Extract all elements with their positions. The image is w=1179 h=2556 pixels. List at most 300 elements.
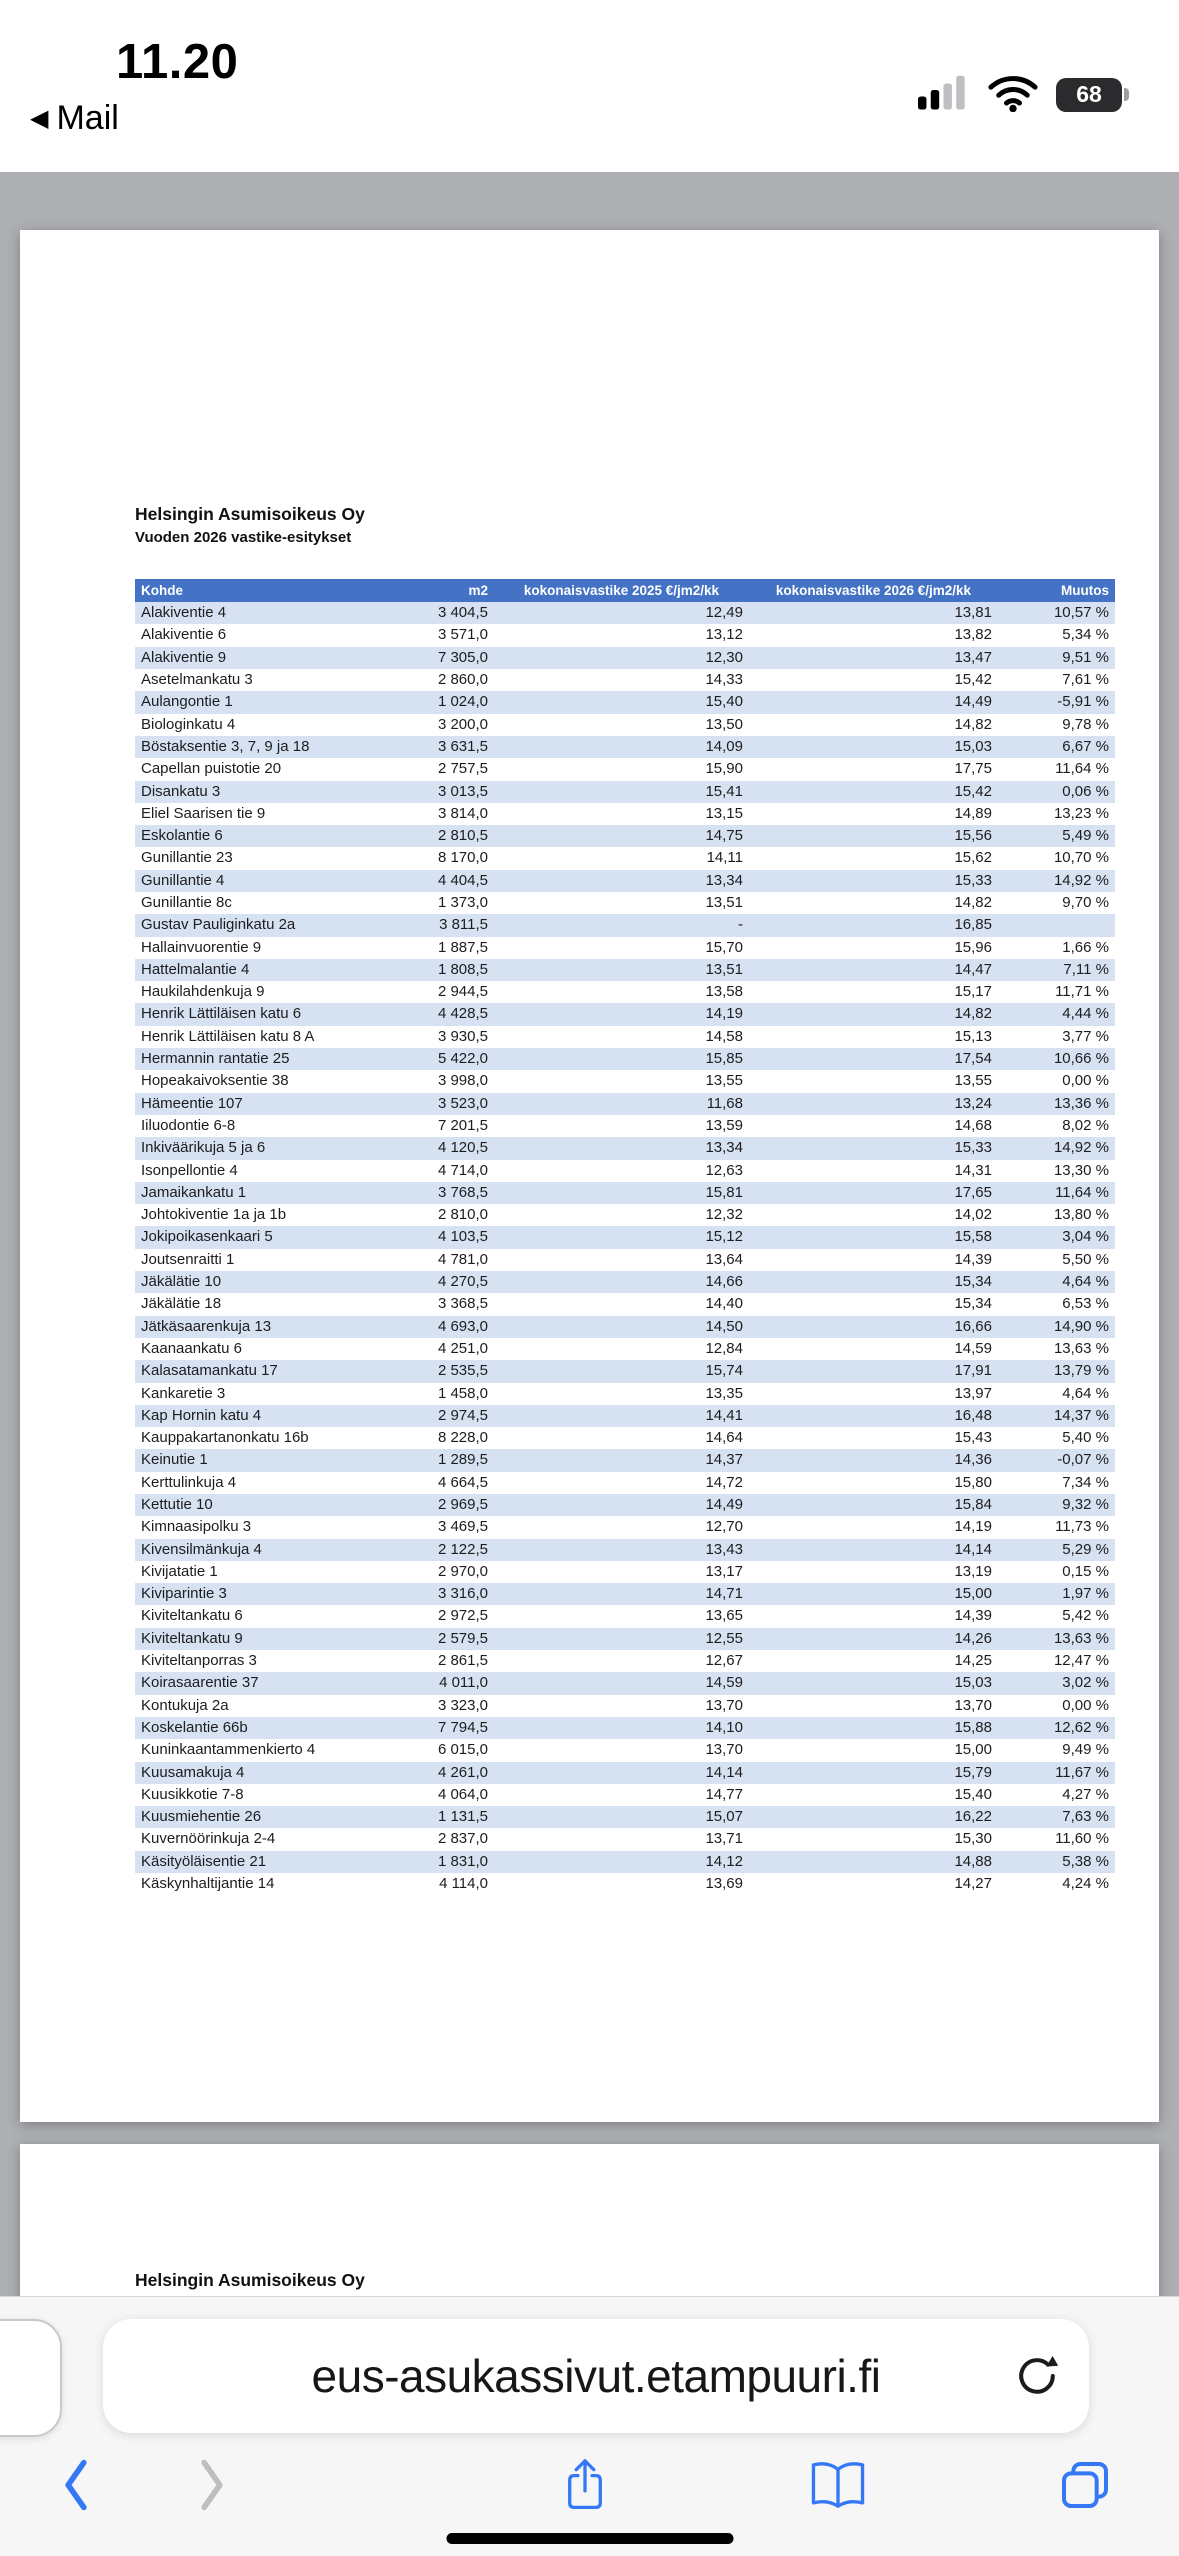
value-cell: 4 261,0 <box>437 1763 488 1781</box>
value-cell: 14,02 <box>954 1206 992 1224</box>
kohde-cell: Kettutie 10 <box>141 1496 213 1513</box>
kohde-cell: Aulangontie 1 <box>141 693 233 711</box>
value-cell: -5,91 % <box>1057 693 1109 711</box>
table-row <box>135 1739 1115 1761</box>
value-cell: 4 064,0 <box>437 1785 488 1803</box>
value-cell: 9,51 % <box>1062 648 1109 666</box>
value-cell: 5,40 % <box>1062 1429 1109 1447</box>
value-cell: 13,19 <box>954 1562 992 1580</box>
value-cell: 1,66 % <box>1062 938 1109 956</box>
value-cell: 14,49 <box>954 693 992 711</box>
table-row <box>135 1806 1115 1828</box>
table-row <box>135 1583 1115 1605</box>
value-cell: 0,06 % <box>1062 782 1109 800</box>
value-cell: 14,66 <box>705 1273 743 1291</box>
value-cell: 17,65 <box>954 1183 992 1201</box>
kohde-cell: Henrik Lättiläisen katu 6 <box>141 1005 302 1023</box>
value-cell: 13,24 <box>954 1094 992 1112</box>
kohde-cell: Gustav Pauliginkatu 2a <box>141 916 296 934</box>
column-header: Muutos <box>998 579 1115 602</box>
cellular-signal-icon <box>918 74 970 115</box>
value-cell: 1 373,0 <box>437 893 488 911</box>
value-cell: 14,49 <box>705 1496 743 1513</box>
value-cell: 14,64 <box>705 1429 743 1447</box>
value-cell: 15,81 <box>705 1183 743 1201</box>
value-cell: 12,84 <box>705 1339 743 1357</box>
value-cell: 16,66 <box>954 1317 992 1335</box>
table-row <box>135 1672 1115 1694</box>
kohde-cell: Kauppakartanonkatu 16b <box>141 1429 309 1447</box>
value-cell: 6 015,0 <box>437 1741 488 1759</box>
value-cell: 15,74 <box>705 1362 743 1380</box>
table-row <box>135 847 1115 869</box>
value-cell: 2 122,5 <box>437 1540 488 1558</box>
kohde-cell: Alakiventie 4 <box>141 604 227 622</box>
kohde-cell: Eskolantie 6 <box>141 827 223 845</box>
vastike-table <box>135 579 1115 1895</box>
value-cell: 2 974,5 <box>437 1406 488 1424</box>
table-row <box>135 1316 1115 1338</box>
value-cell: 13,80 % <box>1053 1206 1109 1224</box>
table-row <box>135 1851 1115 1873</box>
table-row <box>135 1650 1115 1672</box>
address-bar[interactable] <box>103 2319 1089 2433</box>
kohde-cell: Haukilahdenkuja 9 <box>141 983 265 1001</box>
value-cell: 14,47 <box>954 960 992 978</box>
value-cell: 15,85 <box>705 1050 743 1068</box>
kohde-cell: Iiluodontie 6-8 <box>141 1116 236 1134</box>
value-cell: 4 114,0 <box>439 1875 488 1893</box>
value-cell: 14,75 <box>705 827 743 845</box>
home-indicator[interactable] <box>446 2533 733 2544</box>
value-cell: 13,47 <box>954 648 992 666</box>
value-cell: 13,55 <box>705 1072 743 1090</box>
table-row <box>135 1449 1115 1471</box>
value-cell: 12,70 <box>705 1518 743 1536</box>
kohde-cell: Isonpellontie 4 <box>141 1161 238 1179</box>
table-row <box>135 1539 1115 1561</box>
value-cell: 4 428,5 <box>437 1005 488 1023</box>
value-cell: 15,70 <box>705 938 743 956</box>
table-row <box>135 758 1115 780</box>
value-cell: 3 368,5 <box>437 1295 488 1313</box>
value-cell: 16,85 <box>954 916 992 934</box>
value-cell: 13,58 <box>705 983 743 1001</box>
value-cell: 15,07 <box>705 1808 743 1826</box>
value-cell: 2 860,0 <box>437 671 488 689</box>
value-cell: 14,19 <box>705 1005 743 1023</box>
value-cell: 4,44 % <box>1062 1005 1109 1023</box>
value-cell: 7,34 % <box>1062 1473 1109 1491</box>
table-row <box>135 1427 1115 1449</box>
value-cell: 11,73 % <box>1055 1518 1109 1536</box>
value-cell: 2 972,5 <box>437 1607 488 1625</box>
document-title: Helsingin Asumisoikeus Oy <box>135 504 365 524</box>
table-row <box>135 1093 1115 1115</box>
kohde-cell: Hopeakaivoksentie 38 <box>141 1072 289 1090</box>
table-row <box>135 1226 1115 1248</box>
value-cell: 11,60 % <box>1055 1830 1109 1848</box>
value-cell: 15,90 <box>705 760 743 778</box>
value-cell: 14,40 <box>705 1295 743 1313</box>
value-cell: 14,33 <box>705 671 743 689</box>
forward-button[interactable] <box>177 2449 247 2521</box>
document-subtitle: Vuoden 2026 vastike-esitykset <box>135 529 352 547</box>
value-cell: 15,80 <box>954 1473 992 1491</box>
value-cell: 4 693,0 <box>437 1317 488 1335</box>
value-cell: 10,66 % <box>1053 1050 1109 1068</box>
previous-tab-peek[interactable] <box>0 2319 62 2437</box>
value-cell: 4 011,0 <box>439 1674 488 1692</box>
kohde-cell: Kuvernöörinkuja 2-4 <box>141 1830 276 1848</box>
table-row <box>135 1628 1115 1650</box>
value-cell: 1 831,0 <box>437 1852 488 1870</box>
breadcrumb-label: Mail <box>56 99 119 137</box>
value-cell: 15,41 <box>705 782 743 800</box>
value-cell: 2 837,0 <box>437 1830 488 1848</box>
value-cell: 6,53 % <box>1062 1295 1109 1313</box>
value-cell: 14,82 <box>954 1005 992 1023</box>
value-cell: 4 120,5 <box>437 1139 488 1157</box>
back-to-app-breadcrumb[interactable] <box>30 99 119 138</box>
value-cell: 5,34 % <box>1062 626 1109 644</box>
value-cell: 1,97 % <box>1062 1585 1109 1603</box>
table-row <box>135 1784 1115 1806</box>
value-cell: 15,62 <box>954 849 992 867</box>
value-cell: 4,64 % <box>1062 1384 1109 1402</box>
table-row <box>135 825 1115 847</box>
kohde-cell: Kiviparintie 3 <box>141 1585 227 1603</box>
value-cell: 15,03 <box>954 737 992 755</box>
table-row <box>135 1360 1115 1382</box>
value-cell: 14,11 <box>706 849 743 867</box>
value-cell: 1 458,0 <box>437 1384 488 1402</box>
value-cell: 13,70 <box>954 1696 992 1714</box>
table-row <box>135 602 1115 624</box>
value-cell: 12,30 <box>705 648 743 666</box>
value-cell: 14,59 <box>705 1674 743 1692</box>
value-cell: 14,68 <box>954 1116 992 1134</box>
value-cell: 11,67 % <box>1055 1763 1109 1781</box>
value-cell: 3 631,5 <box>437 737 488 755</box>
value-cell: 0,00 % <box>1062 1696 1109 1714</box>
value-cell: 15,96 <box>954 938 992 956</box>
value-cell: 5 422,0 <box>437 1050 488 1068</box>
value-cell: 2 944,5 <box>437 983 488 1001</box>
value-cell: 5,42 % <box>1062 1607 1109 1625</box>
value-cell: 14,41 <box>705 1406 743 1424</box>
table-row <box>135 1516 1115 1538</box>
value-cell: 14,14 <box>705 1763 743 1781</box>
table-row <box>135 1182 1115 1204</box>
table-row <box>135 1160 1115 1182</box>
value-cell: 15,58 <box>954 1228 992 1246</box>
value-cell: 14,26 <box>954 1629 992 1647</box>
value-cell: 1 131,5 <box>437 1808 488 1826</box>
value-cell: 15,40 <box>954 1785 992 1803</box>
value-cell: 1 024,0 <box>437 693 488 711</box>
value-cell: 14,31 <box>954 1161 992 1179</box>
value-cell: 11,68 <box>706 1094 743 1112</box>
kohde-cell: Kuninkaantammenkierto 4 <box>141 1741 316 1759</box>
value-cell: 3 571,0 <box>437 626 488 644</box>
value-cell: 3 768,5 <box>437 1183 488 1201</box>
value-cell: 13,79 % <box>1053 1362 1109 1380</box>
kohde-cell: Henrik Lättiläisen katu 8 A <box>141 1027 315 1045</box>
value-cell: 15,00 <box>954 1585 992 1603</box>
table-row <box>135 1048 1115 1070</box>
value-cell: 3,04 % <box>1062 1228 1109 1246</box>
kohde-cell: Kivijatatie 1 <box>141 1562 218 1580</box>
kohde-cell: Kimnaasipolku 3 <box>141 1518 252 1536</box>
value-cell: 17,91 <box>954 1362 992 1380</box>
value-cell: 14,77 <box>705 1785 743 1803</box>
kohde-cell: Jätkäsaarenkuja 13 <box>141 1317 272 1335</box>
value-cell: 15,30 <box>954 1830 992 1848</box>
table-row <box>135 1873 1115 1895</box>
value-cell: 2 757,5 <box>437 760 488 778</box>
value-cell: 15,88 <box>954 1718 992 1736</box>
table-row <box>135 1383 1115 1405</box>
value-cell: 14,58 <box>705 1027 743 1045</box>
status-time: 11.20 <box>116 35 239 89</box>
value-cell: 14,88 <box>954 1852 992 1870</box>
value-cell: 14,90 % <box>1053 1317 1109 1335</box>
table-row <box>135 781 1115 803</box>
kohde-cell: Alakiventie 9 <box>141 648 227 666</box>
kohde-cell: Hermannin rantatie 25 <box>141 1050 290 1068</box>
value-cell: 9,32 % <box>1062 1496 1109 1513</box>
table-row <box>135 1717 1115 1739</box>
value-cell: 13,17 <box>705 1562 743 1580</box>
value-cell: 15,84 <box>954 1496 992 1513</box>
value-cell: 8,02 % <box>1062 1116 1109 1134</box>
kohde-cell: Gunillantie 8c <box>141 893 232 911</box>
value-cell: 13,65 <box>705 1607 743 1625</box>
value-cell: 14,59 <box>954 1339 992 1357</box>
kohde-cell: Kiviteltankatu 9 <box>141 1629 243 1647</box>
table-row <box>135 1472 1115 1494</box>
value-cell: 13,34 <box>705 871 743 889</box>
value-cell: 14,92 % <box>1053 1139 1109 1157</box>
value-cell: 13,15 <box>705 804 743 822</box>
value-cell: 5,29 % <box>1062 1540 1109 1558</box>
value-cell: 14,39 <box>954 1250 992 1268</box>
value-cell: 14,82 <box>954 715 992 733</box>
table-row <box>135 1204 1115 1226</box>
vastike-table-head-row <box>135 579 1115 602</box>
page2-document-title: Helsingin Asumisoikeus Oy <box>135 2270 365 2290</box>
kohde-cell: Alakiventie 6 <box>141 626 227 644</box>
table-row <box>135 736 1115 758</box>
value-cell: 12,32 <box>705 1206 743 1224</box>
value-cell: 12,49 <box>705 604 743 622</box>
kohde-cell: Kerttulinkuja 4 <box>141 1473 237 1491</box>
table-row <box>135 981 1115 1003</box>
value-cell: 14,92 % <box>1053 871 1109 889</box>
value-cell: 15,79 <box>954 1763 992 1781</box>
value-cell: 14,37 <box>705 1451 743 1469</box>
value-cell: 14,14 <box>954 1540 992 1558</box>
value-cell: 13,12 <box>705 626 743 644</box>
status-icons <box>918 72 1129 117</box>
table-row <box>135 1494 1115 1516</box>
back-button[interactable] <box>41 2449 111 2521</box>
value-cell: 2 861,5 <box>437 1652 488 1670</box>
kohde-cell: Jamaikankatu 1 <box>141 1183 247 1201</box>
value-cell: 17,54 <box>954 1050 992 1068</box>
table-row <box>135 1762 1115 1784</box>
column-header: kokonaisvastike 2025 €/jm2/kk <box>494 579 749 602</box>
table-row <box>135 892 1115 914</box>
kohde-cell: Kuusamakuja 4 <box>141 1763 245 1781</box>
value-cell: 2 810,0 <box>437 1206 488 1224</box>
value-cell: 14,12 <box>705 1852 743 1870</box>
value-cell: 13,59 <box>705 1116 743 1134</box>
value-cell: 2 970,0 <box>437 1562 488 1580</box>
value-cell: 3 814,0 <box>437 804 488 822</box>
table-row <box>135 1271 1115 1293</box>
value-cell: 5,38 % <box>1062 1852 1109 1870</box>
value-cell: 7,11 % <box>1063 960 1109 978</box>
kohde-cell: Koirasaarentie 37 <box>141 1674 259 1692</box>
value-cell: 3 930,5 <box>437 1027 488 1045</box>
value-cell: 10,57 % <box>1053 604 1109 622</box>
tabs-icon[interactable] <box>1050 2449 1120 2521</box>
kohde-cell: Biologinkatu 4 <box>141 715 236 733</box>
value-cell: 15,42 <box>954 782 992 800</box>
value-cell: 5,49 % <box>1062 827 1109 845</box>
value-cell: 15,34 <box>954 1273 992 1291</box>
value-cell: 15,03 <box>954 1674 992 1692</box>
value-cell: 13,70 <box>705 1696 743 1714</box>
table-row <box>135 1137 1115 1159</box>
value-cell: 12,62 % <box>1053 1718 1109 1736</box>
value-cell: 12,63 <box>705 1161 743 1179</box>
value-cell: 13,63 % <box>1053 1629 1109 1647</box>
column-header: Kohde <box>135 579 397 602</box>
value-cell: 2 969,5 <box>437 1496 488 1513</box>
value-cell: 13,36 % <box>1053 1094 1109 1112</box>
table-row <box>135 624 1115 646</box>
table-row <box>135 1293 1115 1315</box>
column-header: m2 <box>397 579 494 602</box>
table-row <box>135 803 1115 825</box>
value-cell: 3 998,0 <box>437 1072 488 1090</box>
value-cell: 13,55 <box>954 1072 992 1090</box>
value-cell: 9,49 % <box>1062 1741 1109 1759</box>
value-cell: 13,50 <box>705 715 743 733</box>
value-cell: 13,69 <box>705 1875 743 1893</box>
value-cell: 2 535,5 <box>437 1362 488 1380</box>
table-row <box>135 1561 1115 1583</box>
value-cell: 15,12 <box>705 1228 743 1246</box>
value-cell: 4 781,0 <box>437 1250 488 1268</box>
status-bar <box>0 0 1179 172</box>
value-cell: 13,97 <box>954 1384 992 1402</box>
value-cell: 13,51 <box>705 960 743 978</box>
value-cell: -0,07 % <box>1057 1451 1109 1469</box>
table-row <box>135 691 1115 713</box>
kohde-cell: Kankaretie 3 <box>141 1384 226 1402</box>
table-row <box>135 1695 1115 1717</box>
value-cell: 4 714,0 <box>437 1161 488 1179</box>
kohde-cell: Asetelmankatu 3 <box>141 671 253 689</box>
reload-button[interactable] <box>1009 2348 1065 2404</box>
value-cell: 11,64 % <box>1055 1183 1109 1201</box>
wifi-icon <box>987 72 1039 117</box>
table-row <box>135 1828 1115 1850</box>
value-cell: 13,34 <box>705 1139 743 1157</box>
value-cell: 15,17 <box>954 983 992 1001</box>
value-cell: 11,71 % <box>1055 983 1109 1001</box>
value-cell: 4 251,0 <box>437 1339 488 1357</box>
value-cell: 4 404,5 <box>437 871 488 889</box>
share-icon[interactable] <box>550 2449 620 2521</box>
back-triangle-icon: ◀ <box>30 104 49 132</box>
value-cell: 5,50 % <box>1062 1250 1109 1268</box>
value-cell: 7,63 % <box>1062 1808 1109 1826</box>
table-row <box>135 914 1115 936</box>
value-cell: 3,02 % <box>1062 1674 1109 1692</box>
table-row <box>135 669 1115 691</box>
kohde-cell: Inkiväärikuja 5 ja 6 <box>141 1139 266 1157</box>
kohde-cell: Gunillantie 4 <box>141 871 225 889</box>
pdf-viewport[interactable] <box>0 172 1179 2556</box>
value-cell: - <box>738 916 743 934</box>
value-cell: 3 200,0 <box>437 715 488 733</box>
value-cell: 3 323,0 <box>437 1696 488 1714</box>
value-cell: 4 664,5 <box>437 1473 488 1491</box>
value-cell: 14,09 <box>705 737 743 755</box>
value-cell: 17,75 <box>954 760 992 778</box>
column-header: kokonaisvastike 2026 €/jm2/kk <box>749 579 998 602</box>
kohde-cell: Gunillantie 23 <box>141 849 233 867</box>
kohde-cell: Joutsenraitti 1 <box>141 1250 235 1268</box>
value-cell: 12,67 <box>705 1652 743 1670</box>
vastike-table-body <box>135 602 1115 1895</box>
value-cell: 13,43 <box>705 1540 743 1558</box>
value-cell: 15,13 <box>954 1027 992 1045</box>
kohde-cell: Eliel Saarisen tie 9 <box>141 804 266 822</box>
value-cell: 4 270,5 <box>437 1273 488 1291</box>
value-cell: 15,43 <box>954 1429 992 1447</box>
value-cell: 14,37 % <box>1053 1406 1109 1424</box>
value-cell: 3,77 % <box>1062 1027 1109 1045</box>
kohde-cell: Capellan puistotie 20 <box>141 760 282 778</box>
value-cell: 16,48 <box>954 1406 992 1424</box>
value-cell: 1 289,5 <box>437 1451 488 1469</box>
table-row <box>135 1115 1115 1137</box>
kohde-cell: Kiviteltankatu 6 <box>141 1607 243 1625</box>
value-cell: 1 887,5 <box>437 938 488 956</box>
value-cell: 7 794,5 <box>437 1718 488 1736</box>
address-text: eus-asukassivut.etampuuri.fi <box>311 2350 881 2402</box>
table-row <box>135 1605 1115 1627</box>
value-cell: 14,71 <box>705 1585 743 1603</box>
value-cell: 14,39 <box>954 1607 992 1625</box>
bookmarks-icon[interactable] <box>803 2449 873 2521</box>
value-cell: 10,70 % <box>1053 849 1109 867</box>
value-cell: 0,15 % <box>1062 1562 1109 1580</box>
value-cell: 13,71 <box>705 1830 743 1848</box>
kohde-cell: Johtokiventie 1a ja 1b <box>141 1206 287 1224</box>
value-cell: 3 316,0 <box>437 1585 488 1603</box>
value-cell: 13,23 % <box>1053 804 1109 822</box>
value-cell: 2 579,5 <box>437 1629 488 1647</box>
value-cell: 13,81 <box>954 604 992 622</box>
kohde-cell: Kalasatamankatu 17 <box>141 1362 278 1380</box>
